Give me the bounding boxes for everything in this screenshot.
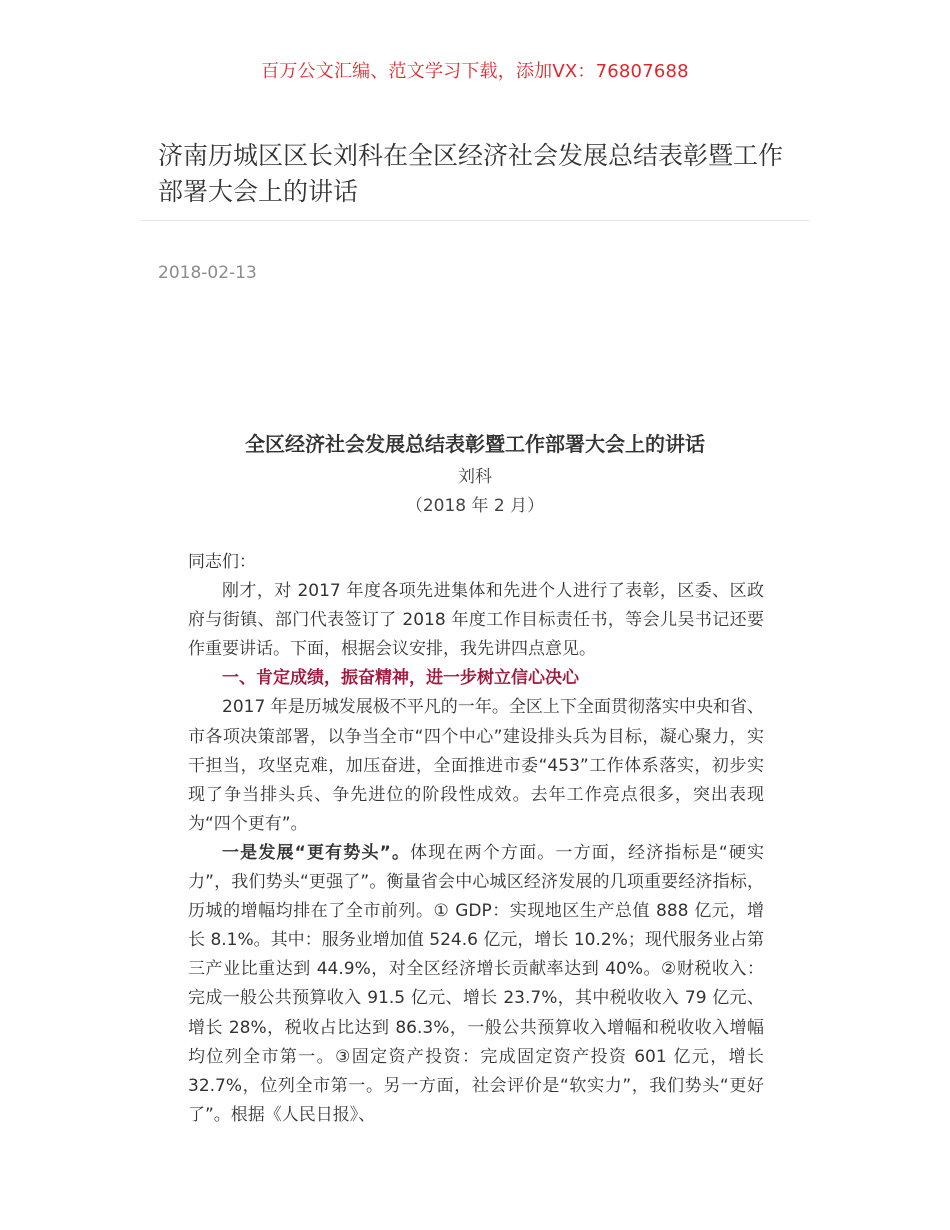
paragraph-development-momentum [188, 839, 764, 1130]
promo-banner: 百万公文汇编、范文学习下载，添加VX：76807688 [261, 61, 689, 82]
speech-body [188, 548, 764, 1130]
publish-date: 2018-02-13 [158, 263, 257, 283]
paragraph-text: 体现在两个方面。一方面，经济指标是“硬实力”，我们势头“更强了”。衡量省会中心城区经济发展的几项重要经济指标，历城的增幅均排在了全市前列。① GDP：实现地区生产总值 888 亿元，增长 8.1%。其中：服务业增加值 524.6 亿元，增长 10.2%；现代服务业占第三产业比重达到 44.9%，对全区经济增长贡献率达到 40%。②财税收入：完成一般公共预算收入 91.5 亿元、增长 23.7%，其中税收收入 79 亿元、增长 28%，税收占比达到 86.3%，一般公共预算收入增幅和税收收入增幅均位列全市第一。③固定资产投资：完成固定资产投资 601 亿元，增长 32.7%，位列全市第一。另一方面，社会评价是“软实力”，我们势头“更好了”。根据《人民日报》、 [188, 842, 764, 1125]
speech-date: （2018 年 2 月） [405, 496, 545, 516]
speech-title: 全区经济社会发展总结表彰暨工作部署大会上的讲话 [245, 432, 705, 456]
salutation: 同志们： [188, 552, 256, 572]
speech-author: 刘科 [458, 467, 492, 487]
paragraph-lead: 一是发展“更有势头”。 [222, 842, 411, 863]
title-divider [140, 220, 810, 221]
paragraph-intro: 刚才，对 2017 年度各项先进集体和先进个人进行了表彰，区委、区政府与街镇、部门代表签订了 2018 年度工作目标责任书，等会儿吴书记还要作重要讲话。下面，根据会议安排，我先讲四点意见。 [188, 581, 764, 660]
section-heading-1: 一、肯定成绩，振奋精神，进一步树立信心决心 [222, 668, 579, 689]
paragraph-2017-review: 2017 年是历城发展极不平凡的一年。全区上下全面贯彻落实中央和省、市各项决策部署，以争当全市“四个中心”建设排头兵为目标，凝心聚力，实干担当，攻坚克难，加压奋进，全面推进市委“453”工作体系落实，初步实现了争当排头兵、争先进位的阶段性成效。去年工作亮点很多，突出表现为“四个更有”。 [188, 697, 764, 834]
article-title: 济南历城区区长刘科在全区经济社会发展总结表彰暨工作部署大会上的讲话 [158, 141, 784, 206]
